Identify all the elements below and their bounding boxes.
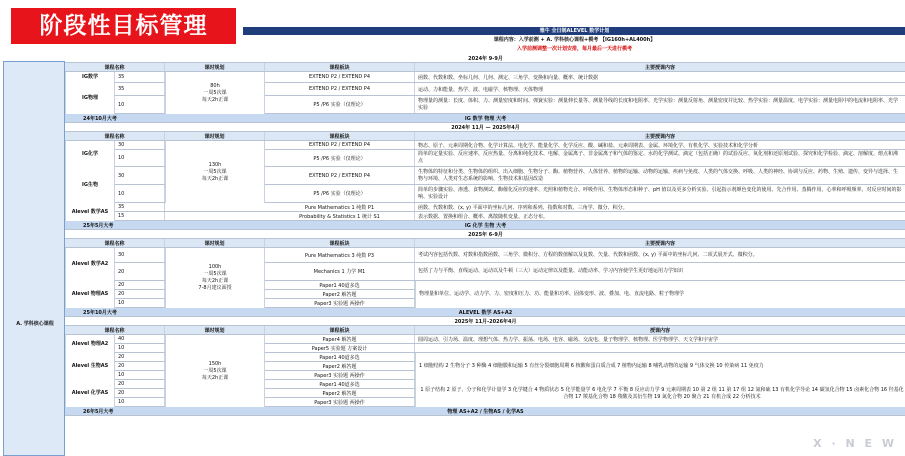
hours-week: 一周5次课 — [203, 271, 227, 277]
row-module: P5 /P6 实验（仅理论） — [265, 150, 415, 166]
hours-week: 一周5次课 — [203, 89, 227, 96]
table-row — [65, 203, 905, 212]
exam-label: 24年10月大考 — [83, 115, 117, 122]
side-label: A. 学科核心课程 — [16, 321, 54, 327]
row-content: 1 细胞结构 2 生物分子 3 种酶 4 细胞膜和运输 5 有丝分裂细胞周期 6 核酸和蛋白质合成 7 植物内运输 8 哺乳动物的运输 9 气体交换 10 传染病 11 免疫力 — [419, 363, 764, 369]
period-label: 2024年 11月 — 2025年4月 — [451, 124, 520, 131]
row-content: 包括了力与平衡、直线运动、运动以及牛顿（三大）运动定律以及能量、动能动率、学习内容使学生更好地运用力学知识 — [415, 263, 905, 280]
exam-row — [65, 221, 905, 230]
course-name: IG物理 — [65, 83, 115, 114]
row-hours: 35 — [115, 203, 165, 211]
page-title: 阶段性目标管理 — [11, 8, 236, 44]
exam-label: 25年10月大考 — [83, 309, 117, 316]
row-hours: 10 — [115, 185, 165, 202]
row-content: 函数、代数和数、(x, y) 平面中的坐标几何、序列和系列、指数和对数、三角学、微分、积分。 — [415, 203, 905, 211]
row-content: 物理量的测量：长度、体积、力、测量密度和时间、弹簧实验：测量伸长量等、测量导线的长度和电阻率、光学实验：测量反射角、测量密度并比较、热学实验：测量温度、电学实验：测量电阻中的电流和电阻率、光学实验 — [415, 96, 905, 113]
exam-row — [65, 114, 905, 123]
row-hours: 10 — [115, 398, 165, 406]
hours-plan — [165, 72, 265, 114]
row-hours: 30 — [115, 141, 165, 149]
col-hours: 课时规划 — [165, 239, 265, 247]
column-header-row — [65, 132, 905, 141]
row-hours: 30 — [115, 167, 165, 184]
period-row — [65, 230, 905, 239]
row-module: Paper3 实验题 两操作 — [265, 398, 415, 406]
row-module: Paper2 解答题 — [265, 362, 415, 370]
row-content: 1 原子结构 2 原子、分子和化学计量学 3 化学键合 4 物质状态 5 化学能量学 6 电化学 7 平衡 8 反应动力学 9 元素周期表 10 第 2 组 11 第 17 组 12 氮和硫 13 有机化学导论 14 碳氢化合物 15 卤素化合物 16 羟基化合物 17 羰基化合物 18 羧酸及其衍生物 19 氮化合物 20 聚合 21 有机合成 22 分析技术 — [420, 386, 904, 400]
row-hours: 20 — [115, 281, 165, 289]
row-hours: 20 — [115, 353, 165, 361]
row-module: Paper4 解答题 — [265, 335, 415, 343]
row-hours: 10 — [115, 150, 165, 166]
row-hours: 15 — [115, 212, 165, 220]
period-row — [65, 317, 905, 326]
row-module: Paper1 40道多选 — [265, 353, 415, 361]
col-content: 主要授课内容 — [415, 239, 905, 247]
col-module: 课程板块 — [265, 132, 415, 140]
row-content: 简单的步骤实验、渗透、食物测试、酶催化反应的速率、光照和植物光合、呼吸作用、生物体形态和种子、pH 值以及更多分析实验、引起指示剂颜色变化的使用、先合作用、蒸腾作用、心率和呼吸频率、对反应时间的影响、实验设计 — [415, 185, 905, 202]
row-hours: 20 — [115, 290, 165, 298]
row-module: Pure Mathematics 3 纯数 P3 — [265, 248, 415, 262]
row-content: 简单的定量实验、反应速率、反应热量、分离和纯化技术、电解、金属离子、非金属离子和气体的鉴定、水的化学测试、滴定（包括正确）的试验反应、氧化剂和还原剂试验、探究和化学检验、滴定、溶解度、熔点和沸点 — [415, 150, 905, 166]
row-hours: 20 — [115, 362, 165, 370]
row-module: EXTEND P2 / EXTEND P4 — [265, 83, 415, 95]
row-content: 物态、原子、元素周期化合物、化学计算法、电化学、能量化学、化学反应、酸、碱和盐、元素周期表、金属、环境化学、有机化学、实验技术和化学分析 — [415, 141, 905, 149]
row-module: EXTEND P2 / EXTEND P4 — [265, 141, 415, 149]
row-hours: 35 — [115, 83, 165, 95]
col-content: 授课内容 — [415, 326, 905, 334]
course-name: IG生物 — [65, 167, 115, 203]
period-label: 2024年 9-9月 — [468, 55, 503, 62]
col-module: 课程板块 — [265, 63, 415, 71]
row-hours: 30 — [115, 248, 165, 262]
sheet-header-band: 雅牛 全日制ALEVEL 数学计划 — [243, 27, 905, 35]
col-content: 主要授课内容 — [415, 132, 905, 140]
row-hours: 10 — [115, 371, 165, 379]
period-label: 2025年 6-9月 — [468, 231, 503, 238]
row-module: Paper1 40道多选 — [265, 380, 415, 388]
period-label: 2025年 11月-2026年4月 — [454, 318, 517, 325]
row-hours: 35 — [115, 72, 165, 82]
hours-plan — [165, 335, 265, 407]
period-row — [65, 54, 905, 63]
row-module: P5 /P6 实验（仅理论） — [265, 96, 415, 113]
hours-total: 100h — [208, 264, 222, 270]
col-course: 课程名称 — [65, 239, 165, 247]
course-name: IG数学 — [65, 72, 115, 83]
column-header-row — [65, 326, 905, 335]
course-name: Alevel 数学AS — [65, 203, 115, 221]
exam-label: 26年5月大考 — [83, 408, 114, 415]
course-name: Alevel 物理A2 — [65, 335, 115, 353]
exam-row — [65, 308, 905, 317]
hours-day: 每天2h正课 — [201, 96, 229, 103]
col-hours: 课时规划 — [165, 132, 265, 140]
row-content: 生物体的特征和分类、生物体的组织、出入细胞、生物分子、酶、植物营养、人体营养、植物的运输、动物的运输、疾病与免疫、人类的气体交换、呼吸、人类的神经、协调与反应、药物、生殖、遗传、变异与选择、生物与环境、人类对生态系统的影响、生物技术和基因改造 — [415, 167, 905, 184]
side-column — [3, 61, 65, 456]
row-module: Pure Mathematics 1 纯数 P1 — [265, 203, 415, 211]
row-hours: 10 — [115, 344, 165, 352]
sheet-header-line1: 课程内容：入学前测 + A. 学科核心课程+模考 【IG160h+AL400h】 — [493, 37, 656, 43]
row-hours: 20 — [115, 263, 165, 280]
hours-note: 7-8月建议面授 — [198, 285, 232, 291]
row-module: Paper2 解答题 — [265, 290, 415, 298]
row-module: Paper2 解答题 — [265, 389, 415, 397]
course-name: Alevel 生物AS — [65, 353, 115, 380]
row-module: Probability & Statistics 1 统计 S1 — [265, 212, 415, 220]
hours-plan — [165, 248, 265, 308]
course-name: Alevel 物理AS — [65, 281, 115, 308]
row-module: Paper5 实验题 方案设计 — [265, 344, 415, 352]
exam-subjects: IG 化学 生物 大考 — [464, 222, 507, 229]
period-row — [65, 123, 905, 132]
row-module: Mechanics 1 力学 M1 — [265, 263, 415, 280]
hours-week: 一周5次课 — [203, 168, 227, 175]
row-hours: 40 — [115, 335, 165, 343]
row-content: 考试内容包括代数、对数和指数函数、三角学、微积分、方程的数值解以及复数、矢量、代数和函数、(x, y) 平面中的坐标几何、二项式展开式、微积分。 — [415, 248, 905, 262]
course-name: IG化学 — [65, 141, 115, 167]
row-content: 圆周运动、引力场、温度、理想气体、热力学、振荡、电场、电容、磁场、交流电、量子物理学、核物理、医学物理学、天文学和宇宙学 — [415, 335, 905, 343]
watermark-logo: X · N E W — [813, 437, 897, 450]
course-name: Alevel 化学AS — [65, 380, 115, 407]
col-hours: 课时规划 — [165, 63, 265, 71]
hours-plan — [165, 141, 265, 203]
hours-total: 130h — [208, 161, 222, 168]
content-merged — [415, 380, 905, 407]
exam-row — [65, 407, 905, 416]
hours-total: 150h — [208, 360, 222, 367]
course-name: Alevel 数学A2 — [65, 248, 115, 281]
content-merged — [415, 353, 905, 380]
row-content: 表示数据、置换和组合、概率、离散随机变量、正态分布。 — [415, 212, 905, 220]
column-header-row — [65, 239, 905, 248]
hours-day: 每天2h正课 — [201, 278, 229, 284]
hours-week: 一周5次课 — [203, 367, 227, 374]
row-hours: 20 — [115, 389, 165, 397]
col-hours: 课时规划 — [165, 326, 265, 334]
plan-sheet — [3, 27, 905, 456]
row-module: Paper3 实验题 两操作 — [265, 299, 415, 307]
row-module: Paper3 实验题 两操作 — [265, 371, 415, 379]
row-module: EXTEND P2 / EXTEND P4 — [265, 167, 415, 184]
col-content: 主要授课内容 — [415, 63, 905, 71]
row-module: Paper1 40道多选 — [265, 281, 415, 289]
table-row — [65, 212, 905, 221]
exam-subjects: IG 数学 物理 大考 — [464, 115, 507, 122]
row-module: P5 /P6 实验（仅理论） — [265, 185, 415, 202]
row-content: 物理量和单位、运动学、动力学、力、密度和压力、功、能量和功率、固体变形、波、叠加、电、直流电路、粒子物理学 — [419, 291, 685, 297]
row-hours: 10 — [115, 96, 165, 113]
hours-day: 每天2h正课 — [201, 374, 229, 381]
col-course: 课程名称 — [65, 63, 165, 71]
column-header-row — [65, 63, 905, 72]
row-hours: 20 — [115, 380, 165, 388]
row-content: 函数、代数和数、坐标几何、几何、测定、三角学、变换和向量、概率、统计数据 — [415, 72, 905, 82]
exam-label: 25年5月大考 — [83, 222, 114, 229]
col-module: 课程板块 — [265, 326, 415, 334]
col-course: 课程名称 — [65, 132, 165, 140]
content-merged — [415, 281, 905, 308]
hours-total: 80h — [210, 82, 220, 89]
exam-subjects: 物理 AS+A2 / 生物AS / 化学AS — [447, 408, 524, 415]
row-module: EXTEND P2 / EXTEND P4 — [265, 72, 415, 82]
col-module: 课程板块 — [265, 239, 415, 247]
hours-day: 每天2h正课 — [201, 175, 229, 182]
sheet-header-line2: 入学前测调整一次计划安排，每月最后一天进行模考 — [516, 46, 632, 52]
col-course: 课程名称 — [65, 326, 165, 334]
exam-subjects: ALEVEL 数学 AS+A2 — [458, 309, 513, 316]
row-hours: 10 — [115, 299, 165, 307]
row-content: 运动、力和能量、热学、波、电磁学、核物理、天体物理 — [415, 83, 905, 95]
